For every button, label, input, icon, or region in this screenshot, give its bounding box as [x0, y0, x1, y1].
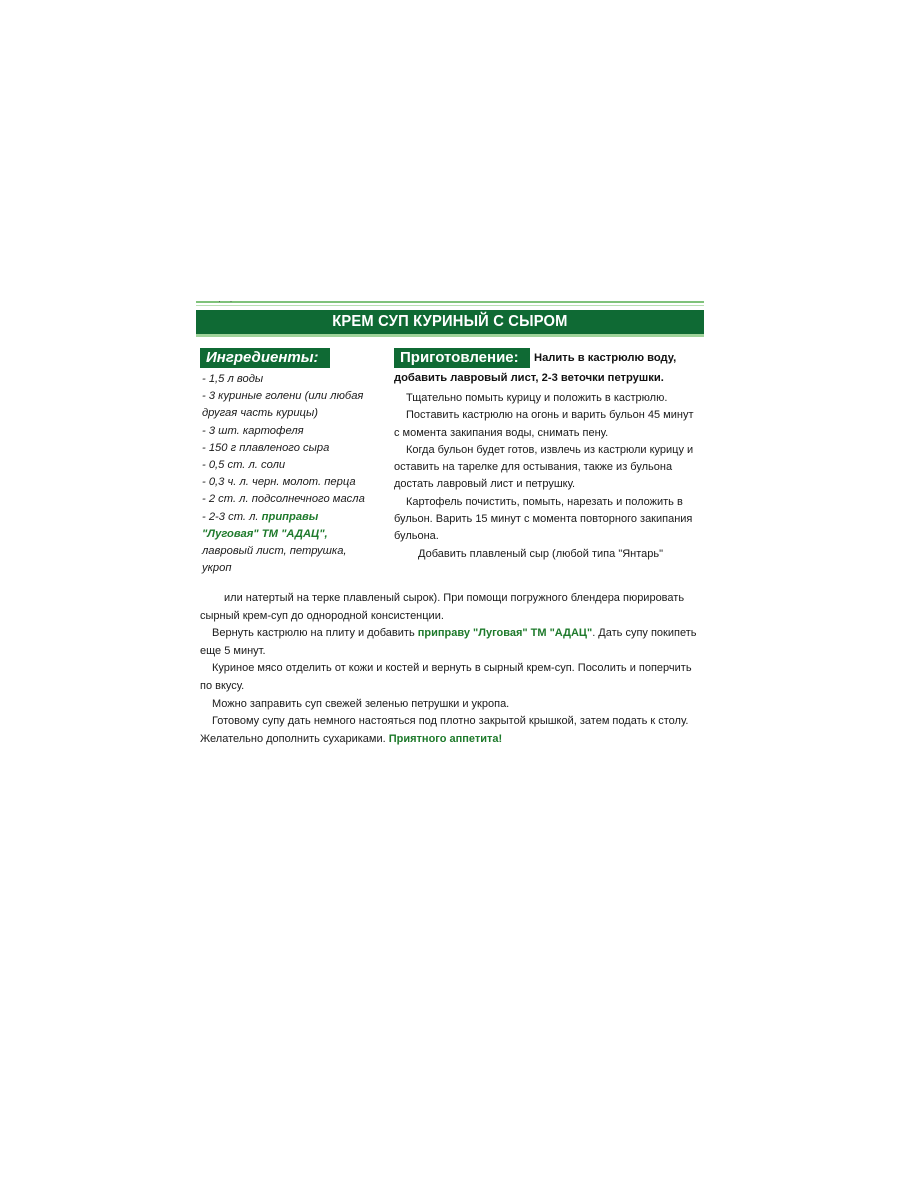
list-item: - 3 куриные голени (или любая — [202, 390, 364, 403]
prep-paragraph: Когда бульон будет готов, извлечь из кастрюли курицу и оставить на тарелке для остывания, также из бульона достать лавровый лист и петрушку. — [394, 443, 694, 491]
decorative-rules — [196, 296, 704, 306]
prep-paragraph: или натертый на терке плавленый сырок). При помощи погружного блендера пюрировать сырный крем-суп до однородной консистенции. — [200, 592, 685, 622]
seasoning-highlight: приправу "Луговая" ТМ "АДАЦ" — [417, 627, 593, 640]
prep-paragraph: Поставить кастрюлю на огонь и варить бульон 45 минут с момента закипания воды, снимать пену. — [394, 409, 694, 439]
list-item: другая часть курицы) — [202, 407, 318, 420]
preparation-label: Приготовление: — [394, 348, 530, 368]
preparation-steps-full — [200, 590, 702, 748]
list-item: укроп — [202, 562, 232, 575]
ingredients-list — [202, 371, 392, 577]
list-item — [202, 509, 392, 526]
text-span: . Дать супу покипеть еще 5 минут. — [200, 627, 697, 657]
prep-paragraph — [200, 713, 702, 748]
ingredient-seasoning-brand-name: "Луговая" ТМ "АДАЦ", — [202, 527, 328, 540]
title-bar — [196, 310, 704, 337]
prep-paragraph: Куриное мясо отделить от кожи и костей и вернуть в сырный крем-суп. Посолить и поперчить по вкусу. — [200, 662, 692, 692]
prep-paragraph — [200, 625, 702, 660]
prep-paragraph: Тщательно помыть курицу и положить в кастрюлю. — [406, 392, 668, 404]
prep-paragraph: Картофель почистить, помыть, нарезать и положить в бульон. Варить 15 минут с момента повторного закипания бульона. — [394, 495, 693, 543]
list-item — [202, 526, 392, 543]
list-item: - 150 г плавленого сыра — [202, 441, 330, 454]
ingredients-label: Ингредиенты: — [200, 348, 330, 368]
list-item: - 0,5 ст. л. соли — [202, 459, 286, 472]
ingredient-seasoning-brand: приправы — [261, 510, 319, 523]
list-item: - 1,5 л воды — [202, 373, 264, 385]
recipe-title: КРЕМ СУП КУРИНЫЙ С СЫРОМ — [332, 313, 568, 330]
list-item: - 2 ст. л. подсолнечного масла — [202, 493, 365, 506]
ingredient-seasoning-prefix: - 2-3 ст. л. — [202, 510, 259, 523]
decorative-dots: · · — [218, 296, 236, 306]
recipe-card — [196, 296, 704, 766]
list-item: - 0,3 ч. л. черн. молот. перца — [202, 476, 356, 489]
intro-line-2: добавить лавровый лист, 2-3 веточки петрушки. — [394, 372, 664, 384]
closing-wish: Приятного аппетита! — [388, 732, 503, 745]
text-span: Готовому супу дать немного настояться под плотно закрытой крышкой, затем подать к столу. Желательно дополнить сухариками. — [200, 715, 689, 745]
prep-paragraph: Можно заправить суп свежей зеленью петрушки и укропа. — [212, 697, 510, 710]
intro-line-1: Налить в кастрюлю воду, — [534, 352, 677, 364]
preparation-intro — [394, 348, 700, 388]
top-rule — [196, 301, 704, 303]
list-item: лавровый лист, петрушка, — [202, 545, 347, 558]
prep-paragraph: Добавить плавленый сыр (любой типа "Янтарь" — [418, 547, 664, 560]
top-rule-thin — [196, 305, 704, 306]
list-item: - 3 шт. картофеля — [202, 424, 304, 437]
text-span: Вернуть кастрюлю на плиту и добавить — [212, 627, 415, 640]
preparation-steps-column — [394, 390, 700, 563]
